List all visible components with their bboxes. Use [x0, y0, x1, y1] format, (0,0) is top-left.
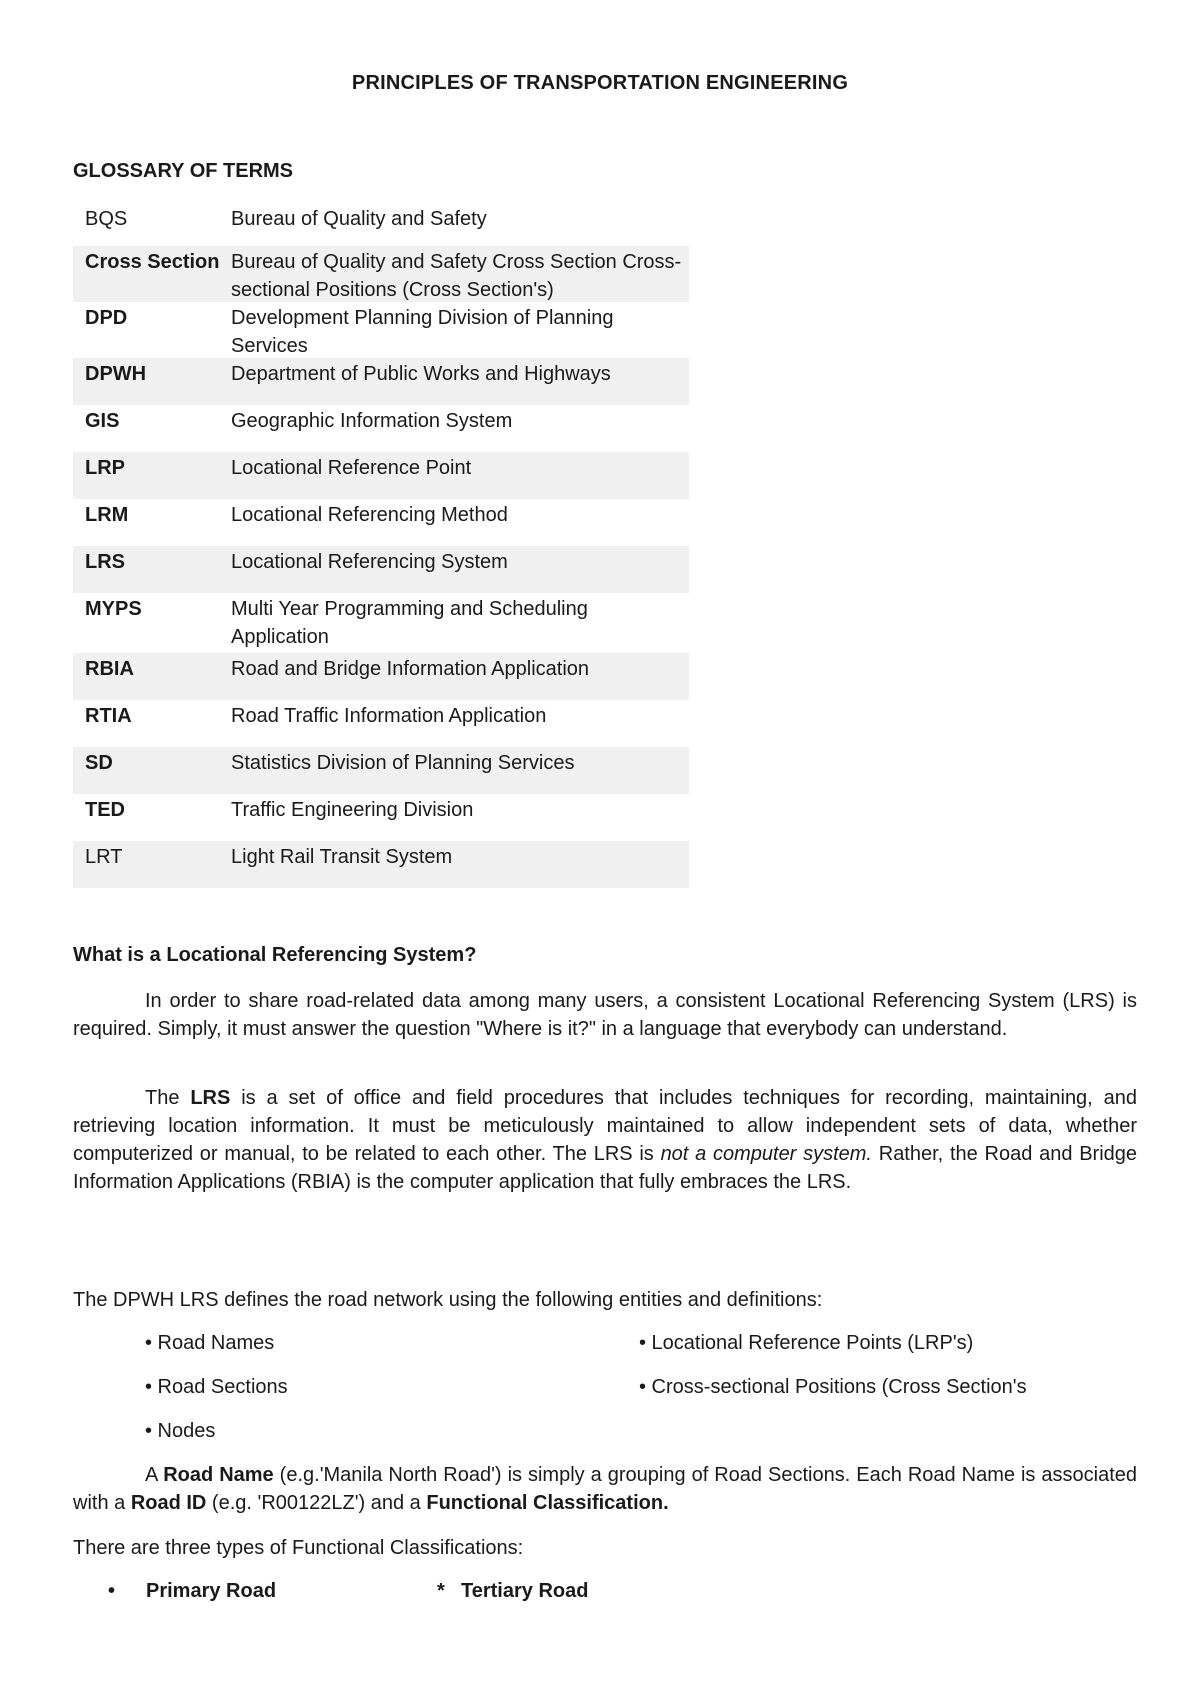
paragraph-text: In order to share road-related data among many users, a consistent Locational Referencing System (LRS) is required. Simply, it must answer the question "Where is it?" in a language that everybody can understand. — [73, 990, 1137, 1040]
glossary-term: Cross Section — [85, 251, 220, 273]
paragraph-text: (e.g. 'R00122LZ') and a — [206, 1492, 427, 1514]
glossary-term: RTIA — [85, 705, 132, 727]
glossary-row — [73, 700, 689, 747]
bold-term: Road Name — [163, 1464, 274, 1486]
glossary-definition: Statistics Division of Planning Services — [231, 752, 575, 774]
list-item: • Cross-sectional Positions (Cross Section's — [639, 1376, 1027, 1398]
paragraph-text: (e.g.'Manila North Road') is simply a grouping of Road Sections. Each Road Name is associated with a — [73, 1464, 1138, 1514]
glossary-row — [73, 358, 689, 405]
glossary-row — [73, 499, 689, 546]
section-heading: What is a Locational Referencing System? — [73, 944, 477, 966]
bold-term: LRS — [190, 1087, 231, 1109]
glossary-definition: Bureau of Quality and Safety — [231, 208, 487, 230]
glossary-definition: Multi Year Programming and Scheduling Application — [231, 598, 588, 648]
glossary-table — [73, 203, 689, 888]
glossary-term: LRP — [85, 457, 125, 479]
list-item: Primary Road — [146, 1580, 277, 1602]
glossary-row — [73, 593, 689, 653]
glossary-heading: GLOSSARY OF TERMS — [73, 160, 294, 182]
glossary-term: BQS — [85, 208, 128, 230]
glossary-term: DPWH — [85, 363, 147, 385]
glossary-term: MYPS — [85, 598, 142, 620]
list-item: • Locational Reference Points (LRP's) — [639, 1332, 974, 1354]
list-item: • Nodes — [145, 1420, 216, 1442]
paragraph-classification-intro: There are three types of Functional Classifications: — [73, 1537, 524, 1559]
page-title: PRINCIPLES OF TRANSPORTATION ENGINEERING — [351, 72, 849, 94]
glossary-row — [73, 747, 689, 794]
glossary-row — [73, 794, 689, 841]
list-item: • Road Names — [145, 1332, 275, 1354]
glossary-definition: Geographic Information System — [231, 410, 513, 432]
glossary-row — [73, 452, 689, 499]
list-item: Tertiary Road — [461, 1580, 589, 1602]
paragraph-text: Rather, the Road and Bridge Information Applications (RBIA) is the computer application that fully embraces the LRS. — [73, 1143, 1138, 1193]
glossary-row — [73, 246, 689, 302]
glossary-term: RBIA — [85, 658, 134, 680]
bullet-marker: • — [108, 1580, 116, 1602]
bold-term: Functional Classification. — [426, 1492, 669, 1514]
glossary-term: DPD — [85, 307, 128, 329]
glossary-row — [73, 302, 689, 358]
glossary-definition: Locational Reference Point — [231, 457, 472, 479]
entity-list — [145, 1329, 1137, 1445]
bold-term: Road ID — [130, 1492, 207, 1514]
italic-phrase: not a computer system. — [660, 1143, 872, 1165]
glossary-row — [73, 203, 689, 246]
glossary-term: LRT — [85, 846, 123, 868]
glossary-definition: Road and Bridge Information Application — [231, 658, 590, 680]
paragraph-lrs-intro — [73, 987, 1137, 1043]
classification-list — [108, 1577, 588, 1605]
paragraph-text: The — [145, 1087, 191, 1109]
glossary-definition: Light Rail Transit System — [231, 846, 453, 868]
glossary-definition: Development Planning Division of Planning Services — [231, 307, 614, 357]
glossary-term: LRM — [85, 504, 129, 526]
glossary-term: LRS — [85, 551, 125, 573]
glossary-row — [73, 405, 689, 452]
paragraph-road-name — [73, 1461, 1137, 1517]
glossary-row — [73, 841, 689, 888]
glossary-definition: Locational Referencing Method — [231, 504, 508, 526]
paragraph-text: is a set of office and field procedures that includes techniques for recording, maintaining, and retrieving location information. It must be meticulously maintained to allow independent sets of data, whether computerized or manual, to be related to each other. The LRS is — [73, 1087, 1137, 1165]
paragraph-text: A — [145, 1464, 164, 1486]
glossary-term: TED — [85, 799, 125, 821]
glossary-term: SD — [85, 752, 113, 774]
paragraph-lrs-definition — [73, 1084, 1137, 1196]
glossary-definition: Bureau of Quality and Safety Cross Section Cross-sectional Positions (Cross Section's) — [231, 251, 682, 301]
glossary-row — [73, 653, 689, 700]
glossary-definition: Road Traffic Information Application — [231, 705, 547, 727]
list-item: • Road Sections — [145, 1376, 288, 1398]
glossary-definition: Department of Public Works and Highways — [231, 363, 611, 385]
paragraph-entities-intro: The DPWH LRS defines the road network using the following entities and definitions: — [73, 1289, 823, 1311]
glossary-term: GIS — [85, 410, 120, 432]
bullet-marker: * — [437, 1580, 445, 1602]
glossary-row — [73, 546, 689, 593]
glossary-definition: Locational Referencing System — [231, 551, 508, 573]
glossary-definition: Traffic Engineering Division — [231, 799, 474, 821]
